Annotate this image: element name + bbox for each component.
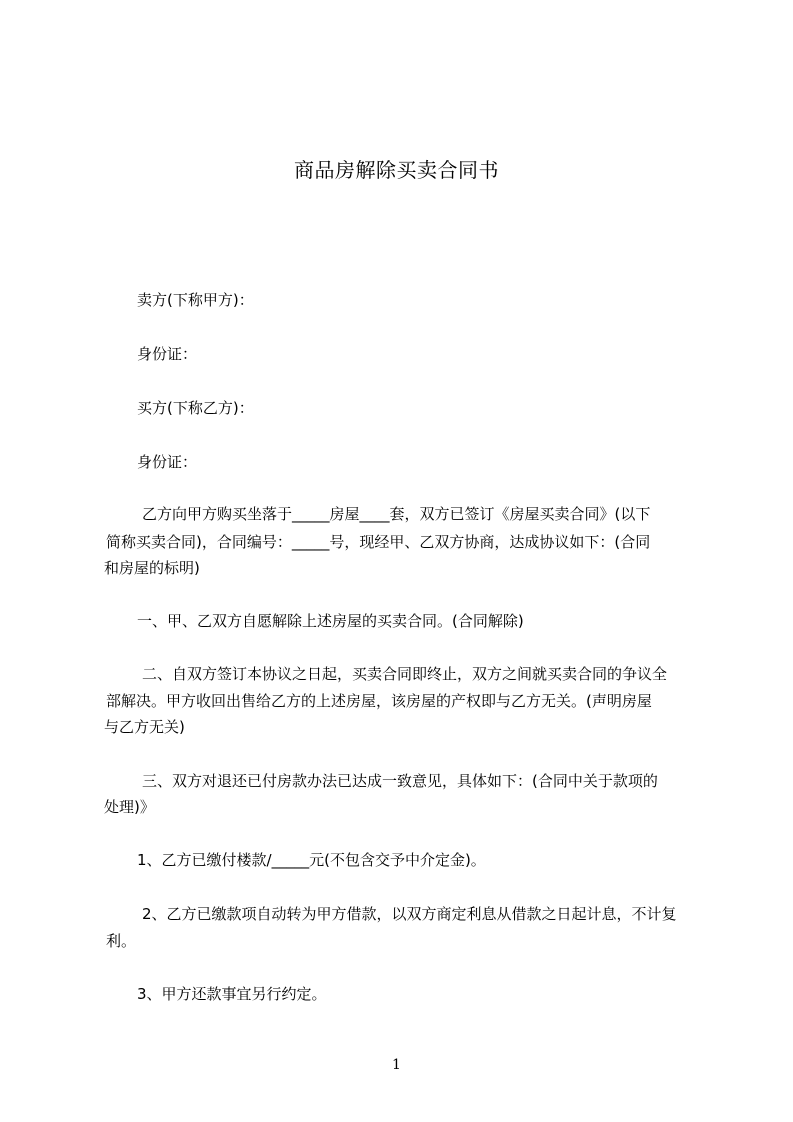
intro-line-3: 和房屋的标明) xyxy=(104,559,200,577)
item-1: 1、乙方已缴付楼款/_____元(不包含交予中介定金)。 xyxy=(137,851,486,869)
page-title: 商品房解除买卖合同书 xyxy=(294,158,499,183)
item-2-line-2: 利。 xyxy=(106,932,137,950)
seller-label: 卖方(下称甲方)： xyxy=(137,291,254,309)
clause-3-line-2: 处理)》 xyxy=(104,798,155,816)
page-number: 1 xyxy=(392,1057,401,1073)
intro-line-2: 简称买卖合同)，合同编号：_____号，现经甲、乙双方协商，达成协议如下：(合同 xyxy=(106,533,651,551)
clause-1: 一、甲、乙双方自愿解除上述房屋的买卖合同。(合同解除) xyxy=(137,612,524,630)
clause-2-line-3: 与乙方无关) xyxy=(104,718,185,736)
seller-id-label: 身份证： xyxy=(137,345,198,363)
clause-2-line-2: 部解决。甲方收回出售给乙方的上述房屋，该房屋的产权即与乙方无关。(声明房屋 xyxy=(106,692,652,710)
clause-3-line-1: 三、双方对退还已付房款办法已达成一致意见，具体如下：(合同中关于款项的 xyxy=(142,772,658,790)
item-2-line-1: 2、乙方已缴款项自动转为甲方借款，以双方商定利息从借款之日起计息，不计复 xyxy=(142,905,677,923)
clause-2-line-1: 二、自双方签订本协议之日起，买卖合同即终止，双方之间就买卖合同的争议全 xyxy=(142,665,668,683)
intro-line-1: 乙方向甲方购买坐落于_____房屋____套，双方已签订《房屋买卖合同》(以下 xyxy=(142,505,651,523)
buyer-id-label: 身份证： xyxy=(137,453,198,471)
buyer-label: 买方(下称乙方)： xyxy=(137,399,254,417)
item-3: 3、甲方还款事宜另行约定。 xyxy=(137,985,327,1003)
